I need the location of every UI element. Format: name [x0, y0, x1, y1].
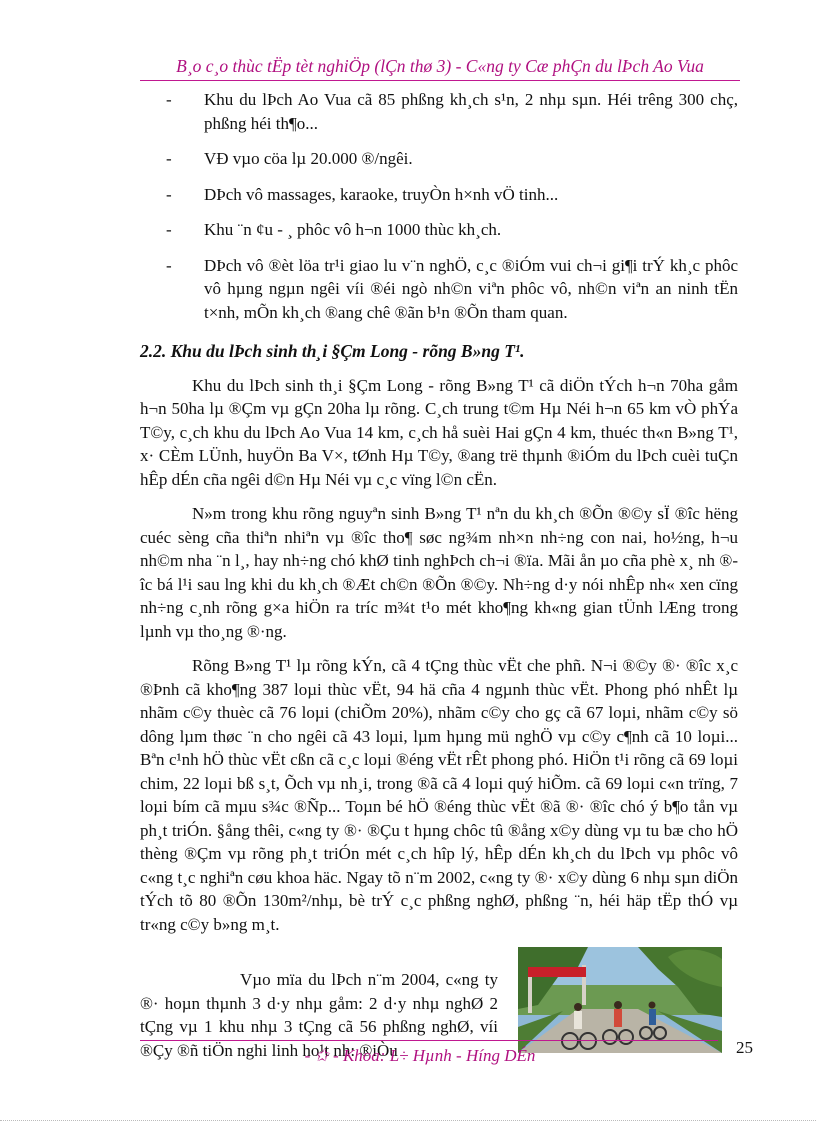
cyclists-photo	[518, 947, 722, 1053]
paragraph: Khu du lÞch sinh th¸i §Çm Long - rõng B»ng T¹ cã diÖn tÝch h¬n 70ha gåm h¬n 50ha lµ ®Çm vµ gÇn 20ha lµ rõng. C¸ch trung t©m Hµ Néi h¬n 65 km vÒ phÝa T©y, c¸ch khu du lÞch Ao Vua 14 km, c¸ch hå suèi Hai gÇn 4 km, thuéc th«n B»ng T¹, x· CÈm LÜnh, huyÖn Ba V×, tØnh Hµ T©y, ®ang trë thµnh ®iÓm du lÞch cuèi tuÇn hÊp dÉn cña ngêi d©n Hµ Néi vµ c¸c vïng l©n cËn.	[140, 375, 738, 489]
page-bottom-border	[0, 1120, 816, 1121]
list-item-text: Khu ¨n ¢u - ¸ phôc vô h¬n 1000 thùc kh¸ch.	[204, 220, 502, 239]
list-item	[140, 88, 738, 135]
list-item	[140, 147, 738, 171]
page-header: B¸o c¸o thùc tËp tèt nghiÖp (lÇn thø 3) - C«ng ty Cæ phÇn du lÞch Ao Vua	[176, 56, 704, 76]
list-item	[140, 183, 738, 207]
section-heading: 2.2. Khu du lÞch sinh th¸i §Çm Long - rõng B»ng T¹.	[140, 341, 525, 361]
list-item	[140, 218, 738, 242]
list-item-text: Khu du lÞch Ao Vua cã 85 phßng kh¸ch s¹n, 2 nhµ sµn. Héi trêng 300 chç, phßng héi th¶o...	[204, 90, 738, 133]
facility-list	[140, 88, 738, 324]
park-photo-image	[518, 947, 722, 1053]
list-item-text: DÞch vô ®èt löa tr¹i giao lu v¨n nghÖ, c¸c ®iÓm vui ch¬i gi¶i trÝ kh¸c phôc vô hµng ngµn ngêi víi ®éi ngò nh©n viªn phôc vô, nh©n viªn an ninh tËn t×nh, mÕn kh¸ch ®ang chê ®ãn b¹n ®Õn tham quan.	[204, 255, 738, 322]
header-divider	[140, 80, 740, 81]
dash-bullet-icon: -	[166, 184, 172, 204]
paragraph: Vµo mïa du lÞch n¨m 2004, c«ng ty ®· hoµn thµnh 3 d·y nhµ gåm: 2 d·y nhµ nghØ 2 tÇng vµ 1 khu nhµ 3 tÇng cã 56 phßng nghØ, víi ®Çy ®ñ tiÖn nghi linh ho¹t nh: ®iÒu	[140, 970, 498, 1060]
footer-divider	[140, 1040, 718, 1041]
dash-bullet-icon: -	[166, 255, 172, 275]
list-item-text: DÞch vô massages, karaoke, truyÒn h×nh vÖ tinh...	[204, 184, 559, 204]
page-body	[140, 88, 738, 1069]
dash-bullet-icon: -	[166, 149, 172, 168]
paragraph: N»m trong khu rõng nguyªn sinh B»ng T¹ nªn du kh¸ch ®Õn ®©y sÏ ®îc hëng cuéc sèng cña thiªn nhiªn vµ ®îc tho¶ søc ng¾m nh×n nh÷ng con nai, ho½ng, h¬u nh©m nha ¨n l¸, hay nh÷ng chó khØ tinh nghÞch ch¬i ®ïa. Mãi ån µo cña phè x¸ nh ®îc bá l¹i sau lng khi du kh¸ch ®Æt ch©n ®Õn ®©y. Nh÷ng d·y nói nhÊp nh« xen cïng nh÷ng c¸nh rõng g×a hiÖn ra tríc m¾t t¹o mét kho¶ng kh«ng gian tÜnh lÆng trong lµnh vµ tho¸ng ®·ng.	[140, 504, 738, 641]
paragraph: Rõng B»ng T¹ lµ rõng kÝn, cã 4 tÇng thùc vËt che phñ. N¬i ®©y ®· ®îc x¸c ®Þnh cã kho¶ng 387 loµi thùc vËt, 94 hä cña 4 ngµnh thùc vËt. Phong phó nhÊt lµ nhãm c©y thuèc cã 76 loµi (chiÕm 20%), nhãm c©y cho gç cã 67 loµi, nhãm c©y sö dông lµm thøc ¨n cho ngêi cã 43 loµi, lµm hµng mü nghÖ vµ c©y c¶nh cã 10 loµi... Bªn c¹nh hÖ thùc vËt cßn cã c¸c loµi ®éng vËt rÊt phong phó. HiÖn t¹i rõng cã 69 loµi chim, 22 loµi bß s¸t, Õch vµ nh¸i, trong ®ã cã 4 loµi quý hiÕm. cã 69 loµi c«n trïng, 7 loµi bím cã mµu s¾c ®Ñp... Toµn bé hÖ ®éng thùc vËt ®ã ®· ®îc chó ý b¶o tån vµ ph¸t triÓn. §ång thêi, c«ng ty ®· ®Çu t hµng chôc tû ®ång x©y dùng vµ tu bæ cho hÖ thèng ®Çm vµ rõng ph¸t triÓn mét c¸ch hîp lý, hÊp dÉn kh¸ch du lÞch vµ phôc vô c«ng t¸c nghiªn cøu khoa häc. Ngay tõ n¨m 2002, c«ng ty ®· x©y dùng 6 nhµ sµn diÖn tÝch tõ 80 ®Õn 130m²/nhµ, bè trÝ c¸c phßng nghØ, phßng ¨n, héi häp tËp thÓ vµ tr«ng c©y b»ng m¸t.	[140, 656, 738, 934]
list-item-text: VÐ vµo cöa lµ 20.000 ®/ngêi.	[204, 149, 413, 168]
page-number: 25	[736, 1038, 753, 1057]
dash-bullet-icon: -	[166, 220, 172, 239]
page-footer: - ✩ - Khoa: L÷ Hµnh - Híng DÉn	[304, 1046, 536, 1065]
list-item	[140, 254, 738, 325]
dash-bullet-icon: -	[166, 90, 172, 109]
